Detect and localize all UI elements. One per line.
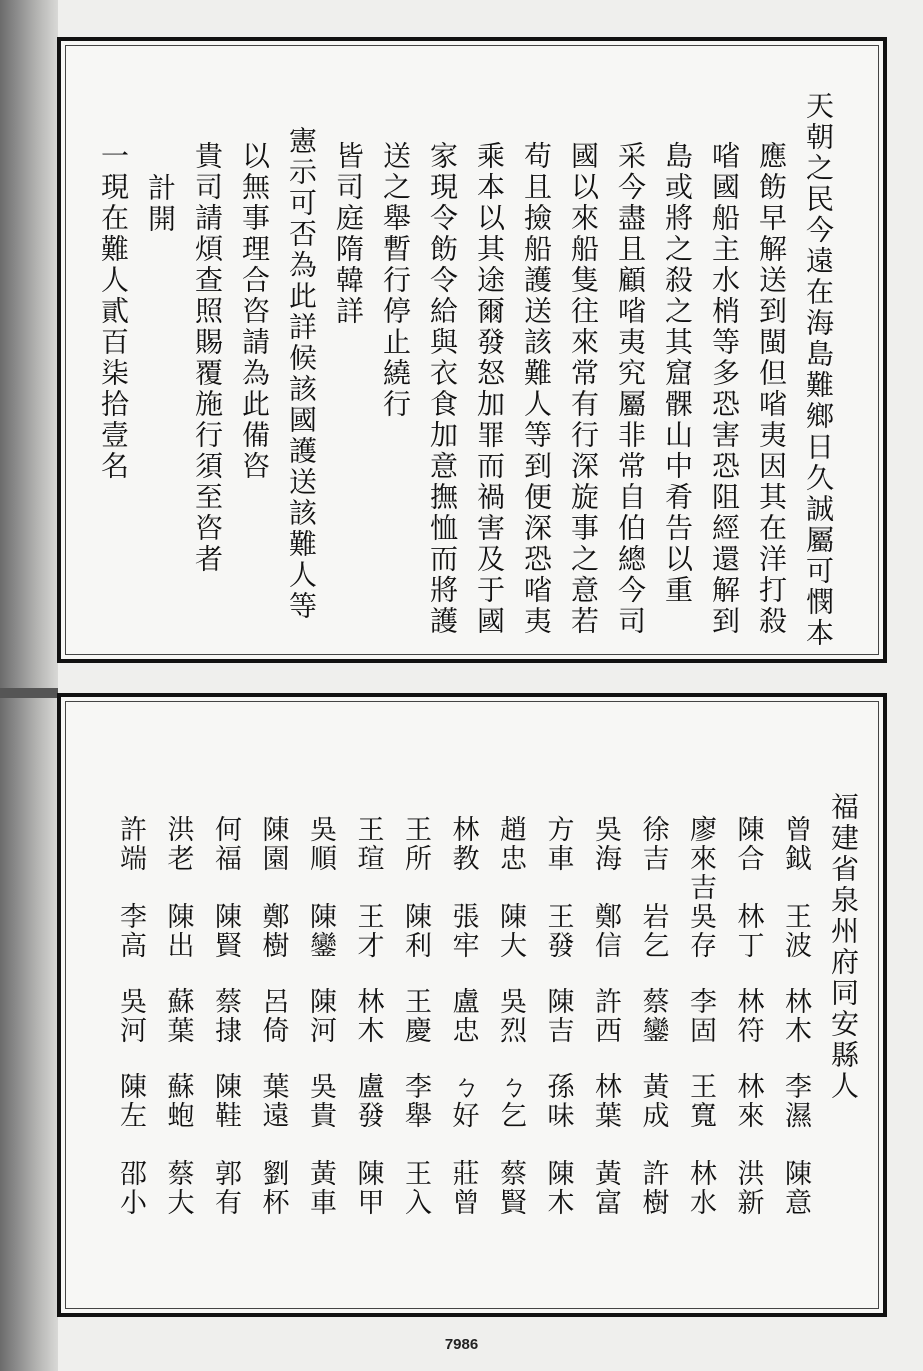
person-name: 王慶: [400, 987, 431, 1045]
text-column: 采今盡且顧㗂夷究屬非常自伯總今司: [614, 141, 647, 637]
person-name: 林水: [685, 1159, 716, 1217]
person-name: 蔡鑾: [637, 987, 669, 1045]
person-name: 林木: [780, 987, 811, 1045]
person-name: 王所: [400, 815, 431, 873]
person-name: 許西: [590, 987, 621, 1045]
person-name: 徐吉: [637, 815, 669, 873]
person-name: 許樹: [637, 1159, 669, 1217]
person-name: 蔡捸: [210, 987, 241, 1045]
person-name: 孫味: [542, 1072, 574, 1130]
text-column: 以無事理合咨請為此備咨: [238, 141, 271, 482]
person-name: 陳出: [162, 902, 194, 960]
upper-page-frame: [57, 37, 887, 663]
text-column: 貴司請煩查照賜覆施行須至咨者: [191, 141, 224, 575]
person-name: 盧發: [352, 1072, 384, 1130]
person-name: 王瑄: [352, 815, 384, 873]
person-name: 李高: [115, 902, 146, 960]
person-name: 林教: [447, 815, 479, 873]
person-name: 吳順: [305, 815, 336, 873]
person-name: 吳貴: [305, 1072, 336, 1130]
person-name: 陳合: [732, 815, 764, 873]
person-name: 陳左: [115, 1072, 146, 1130]
person-name: 王寬: [685, 1072, 716, 1130]
person-name: 陳吉: [542, 987, 574, 1045]
person-name: 何福: [210, 815, 241, 873]
person-name: 陳利: [400, 902, 431, 960]
person-name: 陳木: [542, 1159, 574, 1217]
person-name: 黃成: [637, 1072, 669, 1130]
person-name: 劉杯: [257, 1159, 289, 1217]
person-name: 林符: [732, 987, 764, 1045]
person-name: 莊曾: [447, 1159, 479, 1217]
person-name: 王才: [352, 902, 384, 960]
person-name: 林葉: [590, 1072, 621, 1130]
person-name: 盧忠: [447, 987, 479, 1045]
text-column: 天朝之民今遠在海島難鄉日久誠屬可憫本: [802, 91, 835, 649]
person-name: 葉遠: [257, 1072, 289, 1130]
person-name: 鄭信: [590, 902, 621, 960]
person-name: 林木: [352, 987, 384, 1045]
person-name: 蘇蚫: [162, 1072, 194, 1130]
person-name: 李濕: [780, 1072, 811, 1130]
person-name: 洪老: [162, 815, 194, 873]
text-column: 憲示可否為此詳候該國護送該難人等: [285, 126, 318, 622]
text-column: 乘本以其途爾發怒加罪而禍害及于國: [473, 141, 506, 637]
person-name: 邵小: [115, 1159, 146, 1217]
lower-page-frame: [57, 693, 887, 1317]
person-name: 陳大: [495, 902, 526, 960]
person-name: 陳鞋: [210, 1072, 241, 1130]
text-column: 苟且撿船護送該難人等到便深恐㗂夷: [520, 141, 553, 637]
person-name: 蔡大: [162, 1159, 194, 1217]
page-number: 7986: [444, 1336, 479, 1353]
book-binding-shadow: [0, 0, 58, 1371]
person-name: 陳園: [257, 815, 289, 873]
person-name: 陳意: [780, 1159, 811, 1217]
person-name: 許端: [115, 815, 146, 873]
person-name: 李舉: [400, 1072, 431, 1130]
person-name: 王發: [542, 902, 574, 960]
person-name: 黃富: [590, 1159, 621, 1217]
person-name: 黃車: [305, 1159, 336, 1217]
person-name: 岩乞: [637, 902, 669, 960]
person-name: 陳鑾: [305, 902, 336, 960]
person-name: ㄅ好: [447, 1072, 479, 1130]
person-name: 陳賢: [210, 902, 241, 960]
text-column: 送之舉暫行停止繞行: [379, 141, 412, 420]
person-name: 王入: [400, 1159, 431, 1217]
list-header: 福建省泉州府同安縣人: [827, 792, 860, 1102]
text-column: 一現在難人貳百柒拾壹名: [97, 141, 130, 482]
person-name: 蘇葉: [162, 987, 194, 1045]
text-column: 國以來船隻往來常有行深旋事之意若: [567, 141, 600, 637]
person-name: 曾鉞: [780, 815, 811, 873]
text-column: 家現令飭令給與衣食加意撫恤而將護: [426, 141, 459, 637]
person-name: 陳甲: [352, 1159, 384, 1217]
text-column: 應飭早解送到閩但㗂夷因其在洋打殺: [755, 141, 788, 637]
person-name: 蔡賢: [495, 1159, 526, 1217]
person-name: 趙忠: [495, 815, 526, 873]
person-name: 吳海: [590, 815, 621, 873]
person-name: 李固: [685, 987, 716, 1045]
person-name: 呂倚: [257, 987, 289, 1045]
text-column: 㗂國船主水梢等多恐害恐阻經還解到: [708, 141, 741, 637]
person-name: 鄭樹: [257, 902, 289, 960]
person-name: 洪新: [732, 1159, 764, 1217]
text-column: 皆司庭隋韓詳: [332, 141, 365, 327]
person-name: 林來: [732, 1072, 764, 1130]
person-name: 吳烈: [495, 987, 526, 1045]
person-name: 張牢: [447, 902, 479, 960]
person-name: 王波: [780, 902, 811, 960]
person-name: 廖來吉: [685, 815, 716, 902]
binding-edge: [0, 688, 58, 698]
text-column: 計開: [144, 173, 177, 235]
person-name: 林丁: [732, 902, 764, 960]
person-name: 吳河: [115, 987, 146, 1045]
person-name: 郭有: [210, 1159, 241, 1217]
person-name: 吳存: [685, 902, 716, 960]
person-name: 陳河: [305, 987, 336, 1045]
person-name: ㄅ乞: [495, 1072, 526, 1130]
person-name: 方車: [542, 815, 574, 873]
text-column: 島或將之殺之其窟髁山中肴告以重: [661, 141, 694, 606]
